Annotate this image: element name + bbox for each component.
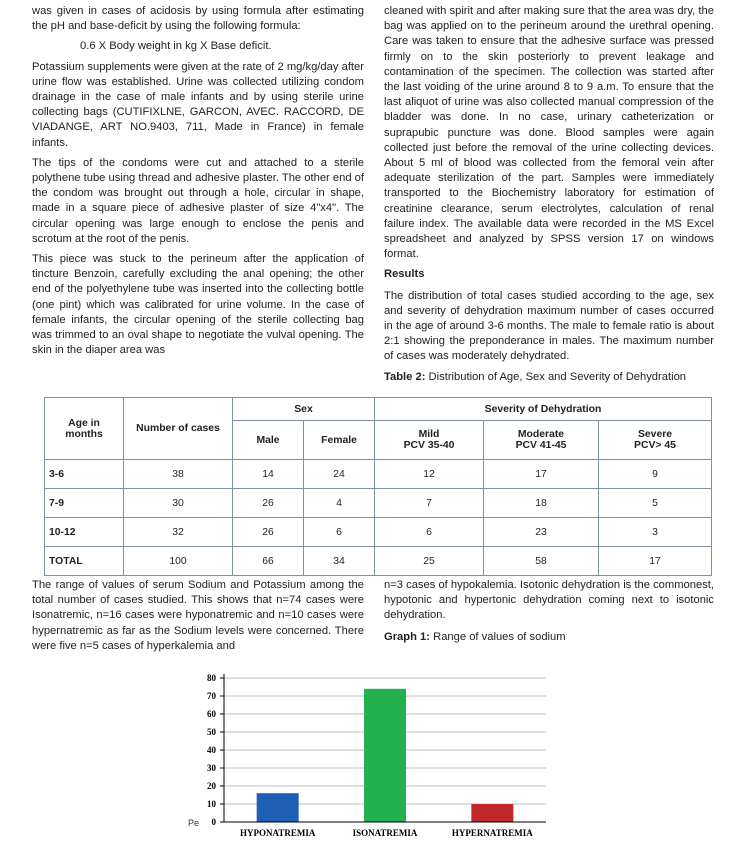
header-mild-label: Mild bbox=[418, 429, 440, 440]
header-mild-sub: PCV 35-40 bbox=[403, 440, 455, 451]
table-caption-text: Distribution of Age, Sex and Severity of Dehydration bbox=[425, 370, 687, 383]
table-row bbox=[45, 489, 712, 518]
header-severity: Severity of Dehydration bbox=[375, 398, 712, 421]
sodium-bar-chart bbox=[186, 668, 566, 848]
cell-mild: 6 bbox=[375, 518, 484, 547]
cell-age: 7-9 bbox=[45, 489, 124, 518]
cell-female: 34 bbox=[304, 547, 375, 576]
cell-female: 6 bbox=[304, 518, 375, 547]
x-tick-label: HYPONATREMIA bbox=[239, 828, 316, 838]
header-moderate-label: Moderate bbox=[517, 429, 565, 440]
cell-number: 32 bbox=[124, 518, 233, 547]
header-age: Age in months bbox=[45, 398, 124, 460]
header-severe bbox=[599, 421, 712, 460]
cell-male: 26 bbox=[233, 518, 304, 547]
header-sex: Sex bbox=[233, 398, 375, 421]
dehydration-table bbox=[44, 397, 712, 576]
bar-hypernatremia bbox=[471, 804, 513, 822]
results-heading: Results bbox=[384, 268, 425, 281]
cell-severe: 5 bbox=[599, 489, 712, 518]
cell-mild: 7 bbox=[375, 489, 484, 518]
header-severe-label: Severe bbox=[637, 429, 673, 440]
cell-male: 14 bbox=[233, 460, 304, 489]
graph-caption-text: Range of values of sodium bbox=[430, 630, 566, 643]
cell-female: 24 bbox=[304, 460, 375, 489]
paragraph: The tips of the condoms were cut and attached to a sterile polythene tube using thread and adhesive plaster. The other end of the condom was brought out through a hole, circular in shape, made in a square piece of adhesive plaster of size 4"x4". The circular opening was large enough to enclose the penis and scrotum at the root of the penis. bbox=[32, 156, 364, 245]
table-row bbox=[45, 460, 712, 489]
chart-bars bbox=[257, 689, 514, 822]
cell-age: 10-12 bbox=[45, 518, 124, 547]
bar-hyponatremia bbox=[257, 793, 299, 822]
paragraph: The distribution of total cases studied according to the age, sex and severity of dehydration maximum number of cases occurred in the age of around 3-6 months. The male to female ratio is about 2:1 showing the preponderance in males. The maximum number of cases was moderately dehydrated. bbox=[384, 289, 714, 363]
paragraph: was given in cases of acidosis by using formula after estimating the pH and base-deficit by using the following formula: bbox=[32, 5, 364, 33]
cell-age: 3-6 bbox=[45, 460, 124, 489]
data-table-container bbox=[44, 397, 712, 576]
y-tick-label: 30 bbox=[207, 763, 216, 773]
table-caption bbox=[384, 370, 714, 385]
cut-off-label: Pe bbox=[188, 818, 200, 828]
header-female: Female bbox=[304, 421, 375, 460]
cell-severe: 9 bbox=[599, 460, 712, 489]
bottom-left-column bbox=[32, 578, 364, 660]
cell-number: 100 bbox=[124, 547, 233, 576]
formula: 0.6 X Body weight in kg X Base deficit. bbox=[80, 40, 272, 53]
table-row bbox=[45, 518, 712, 547]
cell-moderate: 17 bbox=[484, 460, 599, 489]
y-tick-label: 70 bbox=[207, 691, 216, 701]
x-tick-label: HYPERNATREMIA bbox=[451, 828, 533, 838]
paragraph: Potassium supplements were given at the rate of 2 mg/kg/day after urine flow was established. Urine was collected utilizing condom drainage in the case of male infants and by using sterile urine collecting bags (CUTIFIXLNE, GARCON, AVEC. RACCORD, DE VIADANGE, ART NO.9403, 711, Made in France) in female infants. bbox=[32, 60, 364, 149]
chart-x-labels bbox=[240, 828, 533, 838]
y-tick-label: 50 bbox=[207, 727, 216, 737]
header-male: Male bbox=[233, 421, 304, 460]
cell-severe: 3 bbox=[599, 518, 712, 547]
bottom-right-column bbox=[384, 578, 714, 645]
cell-severe: 17 bbox=[599, 547, 712, 576]
cell-male: 66 bbox=[233, 547, 304, 576]
graph-caption-label: Graph 1: bbox=[384, 630, 431, 643]
y-tick-label: 0 bbox=[211, 817, 216, 827]
y-tick-label: 40 bbox=[207, 745, 216, 755]
cell-mild: 25 bbox=[375, 547, 484, 576]
table-row-total bbox=[45, 547, 712, 576]
y-tick-label: 20 bbox=[207, 781, 216, 791]
graph-caption bbox=[384, 630, 714, 645]
cell-number: 30 bbox=[124, 489, 233, 518]
cell-moderate: 23 bbox=[484, 518, 599, 547]
x-tick-label: ISONATREMIA bbox=[352, 828, 418, 838]
cell-male: 26 bbox=[233, 489, 304, 518]
cell-age: TOTAL bbox=[45, 547, 124, 576]
table-caption-label: Table 2: bbox=[384, 370, 426, 383]
paragraph: The range of values of serum Sodium and Potassium among the total number of cases studied. This shows that n=74 cases were Isonatremic, n=16 cases were hyponatremic and n=10 cases were hypernatremic as far as the Sodium levels were concerned. There were five n=5 cases of hyperkalemia and bbox=[32, 579, 364, 652]
bar-isonatremia bbox=[364, 689, 406, 822]
y-tick-label: 80 bbox=[207, 673, 216, 683]
left-column bbox=[32, 4, 364, 363]
paragraph: cleaned with spirit and after making sure that the area was dry, the bag was applied on to the perineum around the urethral opening. Care was taken to ensure that the adhesive surface was pressed firmly on to the skin posteriorly to prevent leakage and contamination of the specimen. The collection was started after the last voiding of the urine around 8 to 9 a.m. To ensure that the last aliquot of urine was also collected manual compression of the bladder was done. In no case, urinary catheterization or suprapubic puncture was done. Blood samples were again collected just before the removal of the urine collecting devices. About 5 ml of blood was collected from the femoral vein after adequate sterilization of the part. Samples were immediately transported to the Biochemistry laboratory for estimation of creatinine clearance, serum electrolytes, calculation of renal failure index. The available data were recorded in the MS Excel spreadsheet and analyzed by SPSS version 17 on windows format. bbox=[384, 5, 714, 261]
cell-moderate: 58 bbox=[484, 547, 599, 576]
cell-mild: 12 bbox=[375, 460, 484, 489]
header-moderate bbox=[484, 421, 599, 460]
header-number: Number of cases bbox=[124, 398, 233, 460]
cell-female: 4 bbox=[304, 489, 375, 518]
y-tick-label: 60 bbox=[207, 709, 216, 719]
header-mild bbox=[375, 421, 484, 460]
header-moderate-sub: PCV 41-45 bbox=[515, 440, 567, 451]
y-tick-label: 10 bbox=[207, 799, 216, 809]
paragraph: This piece was stuck to the perineum after the application of tincture Benzoin, carefully excluding the anal opening; the other end of the polyethylene tube was inserted into the collecting bottle (one pint) which was calibrated for urine volume. In the case of female infants, the circular opening of the sterile collecting bag was trimmed to an oval shape to negotiate the vulval opening. The skin in the diaper area was bbox=[32, 253, 364, 357]
header-severe-sub: PCV> 45 bbox=[634, 440, 676, 451]
chart-y-ticks bbox=[207, 673, 224, 827]
right-column bbox=[384, 4, 714, 385]
paragraph: n=3 cases of hypokalemia. Isotonic dehydration is the commonest, hypotonic and hypertonic dehydration coming next to isotonic dehydration. bbox=[384, 579, 714, 622]
cell-moderate: 18 bbox=[484, 489, 599, 518]
cell-number: 38 bbox=[124, 460, 233, 489]
